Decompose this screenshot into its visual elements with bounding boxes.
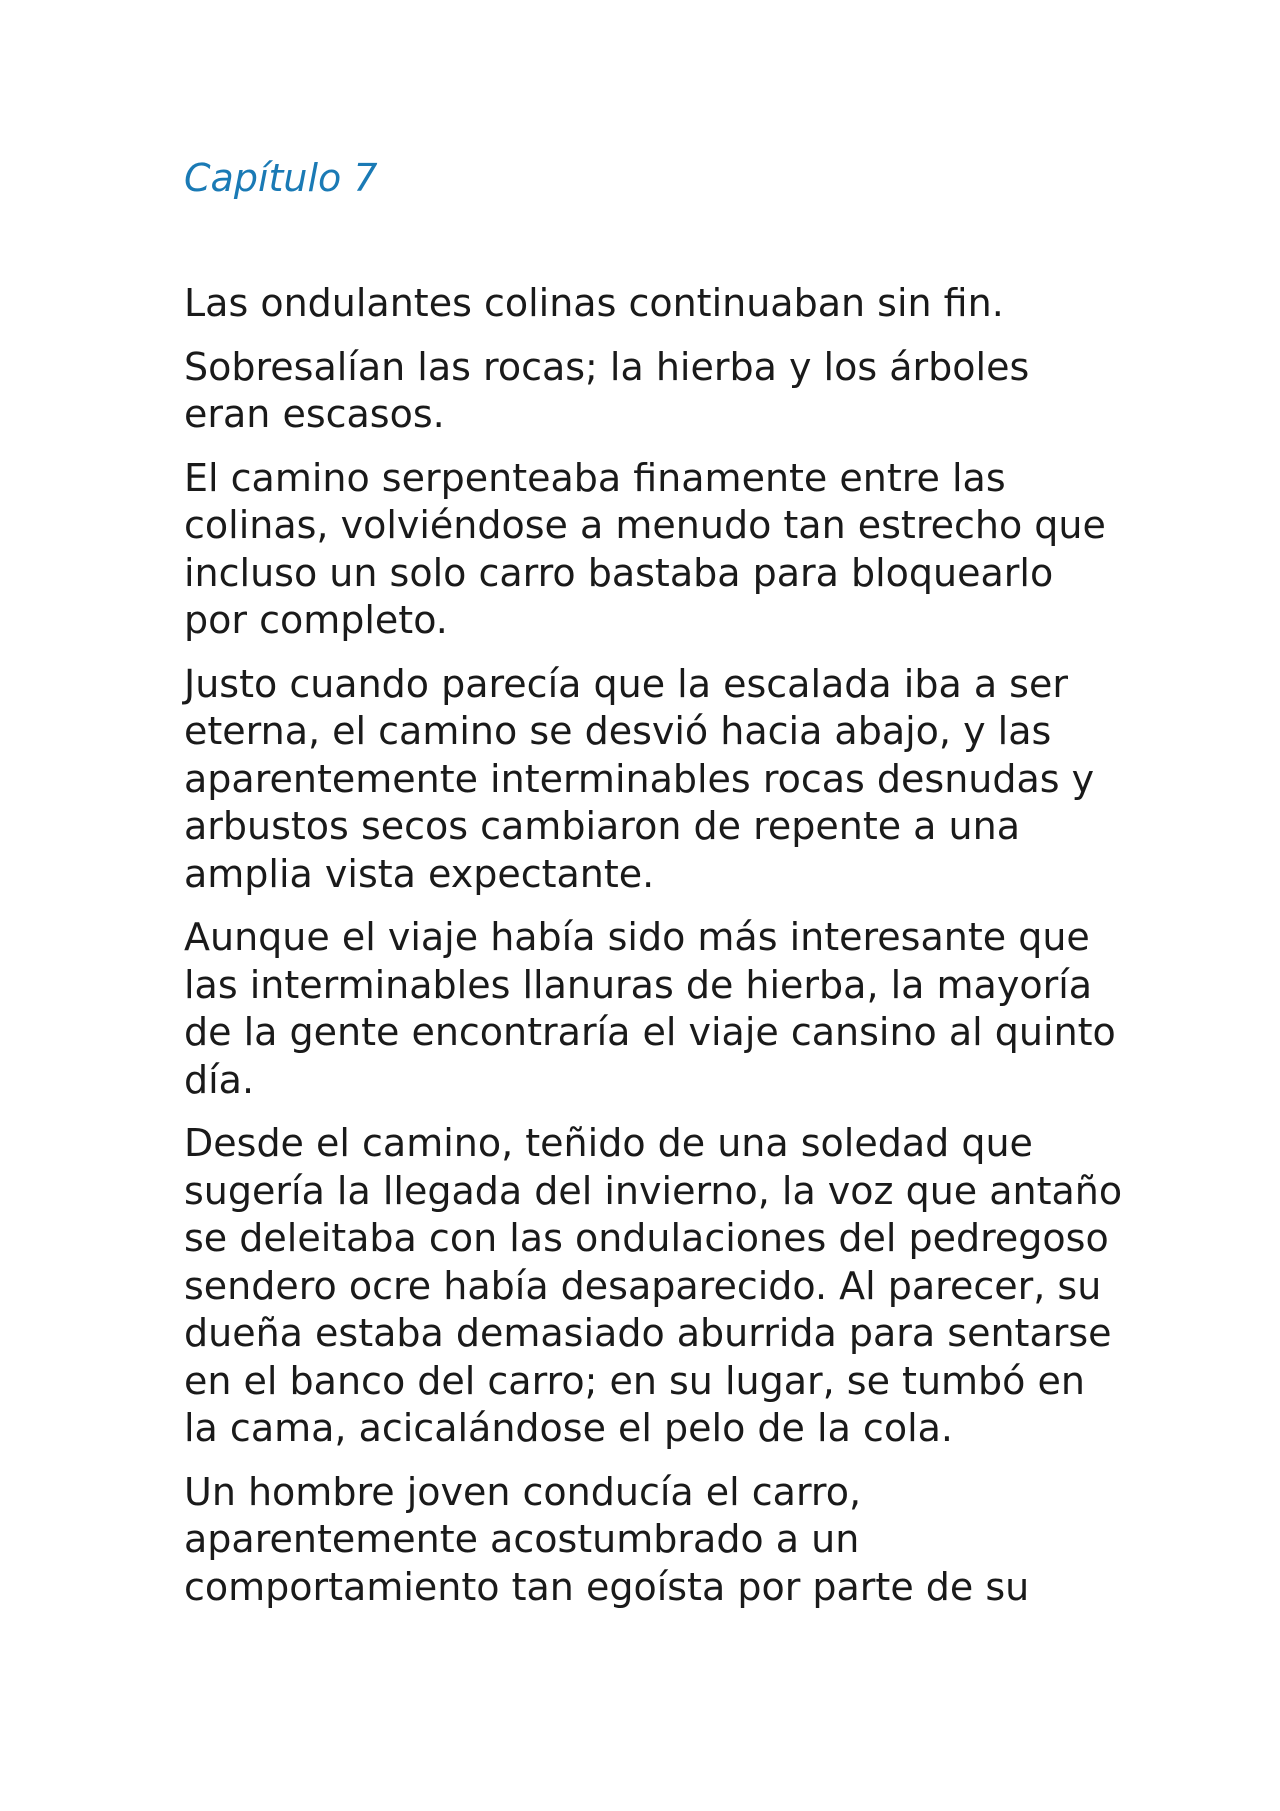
- chapter-title: Capítulo 7: [184, 156, 378, 200]
- paragraph-2: Sobresalían las rocas; la hierba y los árboles eran escasos.: [184, 344, 1030, 436]
- paragraph-7: Un hombre joven conducía el carro, aparentemente acostumbrado a un comportamiento tan egoísta por parte de su: [184, 1469, 1030, 1609]
- page-content: [184, 152, 1124, 1627]
- paragraph-3: El camino serpenteaba finamente entre las colinas, volviéndose a menudo tan estrecho que incluso un solo carro bastaba para bloquearlo por completo.: [184, 455, 1106, 642]
- paragraph-4: Justo cuando parecía que la escalada iba a ser eterna, el camino se desvió hacia abajo, y las aparentemente interminables rocas desnudas y arbustos secos cambiaron de repente a una amplia vista expectante.: [184, 661, 1095, 896]
- paragraph-6: Desde el camino, teñido de una soledad que sugería la llegada del invierno, la voz que antaño se deleitaba con las ondulaciones del pedregoso sendero ocre había desaparecido. Al parecer, su dueña estaba demasiado aburrida para sentarse en el banco del carro; en su lugar, se tumbó en la cama, acicalándose el pelo de la cola.: [184, 1121, 1123, 1450]
- paragraph-1: Las ondulantes colinas continuaban sin fin.: [184, 281, 1004, 325]
- paragraph-5: Aunque el viaje había sido más interesante que las interminables llanuras de hierba, la mayoría de la gente encontraría el viaje cansino al quinto día.: [184, 915, 1116, 1102]
